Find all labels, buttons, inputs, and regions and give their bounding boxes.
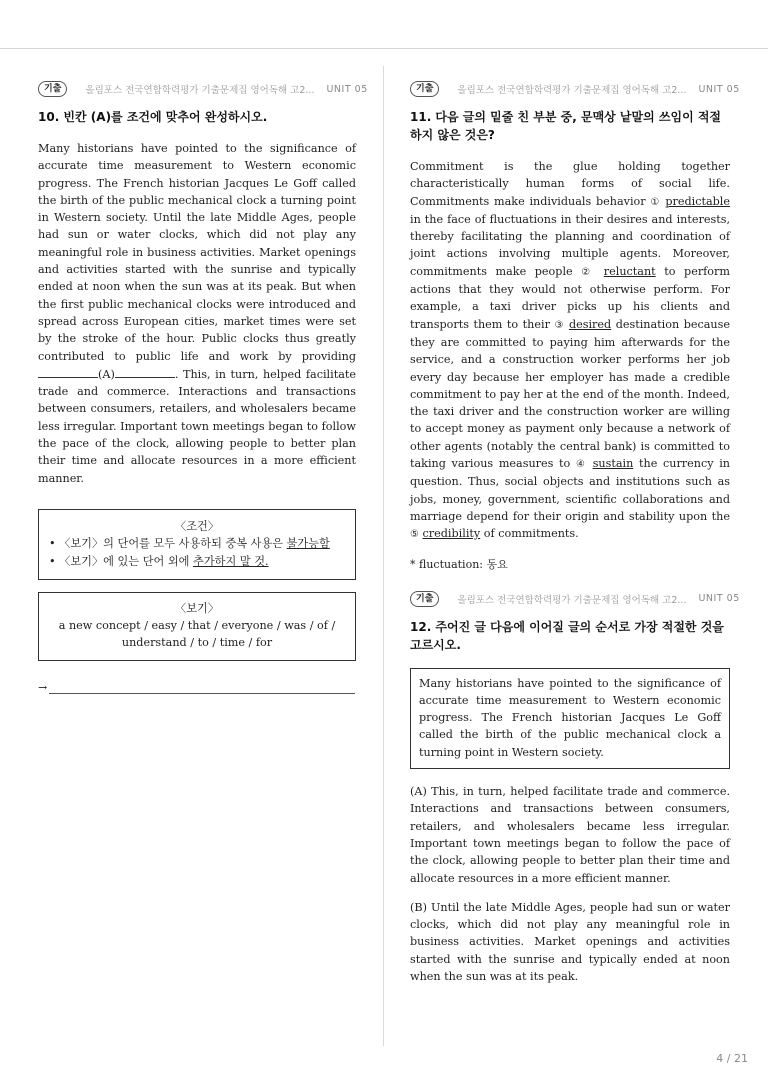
example-box — [38, 592, 356, 661]
footnote: * fluctuation: 동요 — [410, 557, 508, 571]
source-label: 올림포스 전국연합학력평가 기출문제집 영어독해 고2... — [85, 85, 315, 96]
question-header — [410, 80, 740, 98]
underlined-word: credibility — [422, 527, 481, 541]
badge-label: 기출 — [410, 591, 439, 607]
example-words: a new concept / easy / that / everyone / was / of / understand / to / time / for — [58, 619, 336, 650]
source-label: 올림포스 전국연합학력평가 기출문제집 영어독해 고2... — [457, 85, 687, 96]
condition-text: 〈보기〉에 있는 단어 외에 — [59, 554, 194, 568]
condition-item — [49, 535, 345, 552]
passage-text: of commitments. — [480, 527, 579, 541]
example-title: 〈보기〉 — [175, 601, 219, 615]
answer-line[interactable] — [38, 681, 356, 694]
answer-underline — [49, 693, 355, 694]
conditions-box — [38, 509, 356, 580]
question-passage — [38, 140, 356, 487]
blank-label: (A) — [98, 367, 115, 381]
paragraph-a: (A) This, in turn, helped facilitate trade and commerce. Interactions and transactions between consumers, retailers, and wholesalers became less irregular. Important town meetings began to follow the pace of the clock, allowing people to better plan their time and allocate resources in a more efficient manner. — [410, 785, 730, 885]
choice-number: ④ — [575, 459, 588, 471]
column-divider — [383, 66, 384, 1046]
top-rule — [0, 48, 768, 49]
question-header — [38, 80, 368, 98]
choice-number: ① — [650, 196, 661, 208]
underlined-word: desired — [568, 317, 612, 331]
passage-text: the currency in question. Thus, social objects and institutions such as jobs, money, government, scientific collaborations and marriage depend for their origin and stability upon the — [410, 457, 731, 523]
passage-text: destination because they are committed to paying him afterwards for the service, and a construction worker performs her job every day because her employer has made a credible commitment to pay her at the end of the month. Indeed, the taxi driver and the construction worker are willing to accept money as payment only because a network of other agents (notably the central bank) is committed to taking various measures to — [410, 317, 730, 471]
condition-item — [49, 553, 345, 570]
bullet: • — [49, 537, 56, 551]
bullet: • — [49, 554, 56, 568]
page-number: 4 / 21 — [716, 1052, 748, 1065]
conditions-title: 〈조건〉 — [175, 519, 219, 533]
unit-label: UNIT 05 — [698, 83, 740, 95]
passage-text: to perform actions that they would not otherwise perform. For example, a taxi driver picks up his clients and transports them to their — [410, 264, 730, 331]
passage-text: Many historians have pointed to the significance of accurate time measurement to Western economic progress. The French historian Jacques Le Goff called the birth of the public mechanical clock a turning point in Western society. Until the late Middle Ages, people had sun or water clocks, which did not play any meaningful role in business activities. Market openings and activities started with the sunrise and typically ended at noon when the sun was at its peak. But when the first public mechanical clocks were introduced and spread across European cities, market times were set by the stroke of the hour. Public clocks thus greatly contributed to public life and work by providing — [38, 142, 356, 363]
unit-label: UNIT 05 — [326, 83, 368, 95]
question-title: 10. 빈칸 (A)를 조건에 맞추어 완성하시오. — [38, 110, 268, 124]
underlined-word: predictable — [665, 194, 730, 208]
blank-line — [115, 365, 175, 378]
choice-number: ③ — [554, 319, 565, 331]
paragraph-b: (B) Until the late Middle Ages, people had sun or water clocks, which did not play any meaningful role in business activities. Market openings and activities started with the sunrise and typically ended at noon when the sun was at its peak. — [410, 900, 730, 983]
choice-number: ② — [581, 266, 596, 278]
right-column — [410, 80, 740, 985]
condition-emphasis: 추가하지 말 것. — [193, 554, 269, 568]
passage-text: in the face of fluctuations in their desires and interests, thereby facilitating the planning and coordination of joint actions involving multiple agents. Moreover, commitments make people — [410, 212, 730, 278]
condition-text: 〈보기〉의 단어를 모두 사용하되 중복 사용은 — [59, 537, 287, 551]
condition-emphasis: 불가능함 — [286, 537, 330, 551]
choice-number: ⑤ — [410, 529, 419, 541]
underlined-word: sustain — [592, 457, 634, 471]
question-title: 11. 다음 글의 밑줄 친 부분 중, 문맥상 낱말의 쓰임이 적절하지 않은 것은? — [410, 110, 722, 142]
source-label: 올림포스 전국연합학력평가 기출문제집 영어독해 고2... — [457, 594, 687, 606]
underlined-word: reluctant — [603, 264, 656, 278]
left-column — [38, 80, 368, 694]
badge-label: 기출 — [410, 81, 439, 97]
badge-label: 기출 — [38, 81, 67, 97]
given-passage-box: Many historians have pointed to the significance of accurate time measurement to Western economic progress. The French historian Jacques Le Goff called the birth of the public mechanical clock a turning point in Western society. — [410, 668, 730, 769]
passage-text: . This, in turn, helped facilitate trade and commerce. Interactions and transactions between consumers, retailers, and wholesalers became less irregular. Important town meetings began to follow the pace of the clock, allowing people to better plan their time and allocate resources in a more efficient manner. — [38, 367, 356, 485]
question-title: 12. 주어진 글 다음에 이어질 글의 순서로 가장 적절한 것을 고르시오. — [410, 619, 724, 652]
arrow-icon: → — [38, 680, 48, 694]
question-passage — [410, 158, 730, 544]
blank-line — [38, 365, 98, 378]
unit-label: UNIT 05 — [698, 593, 740, 605]
question-header — [410, 590, 740, 608]
passage-text: Commitment is the glue holding together characteristically human forms of social life. Commitments make individuals behavior — [410, 160, 730, 208]
